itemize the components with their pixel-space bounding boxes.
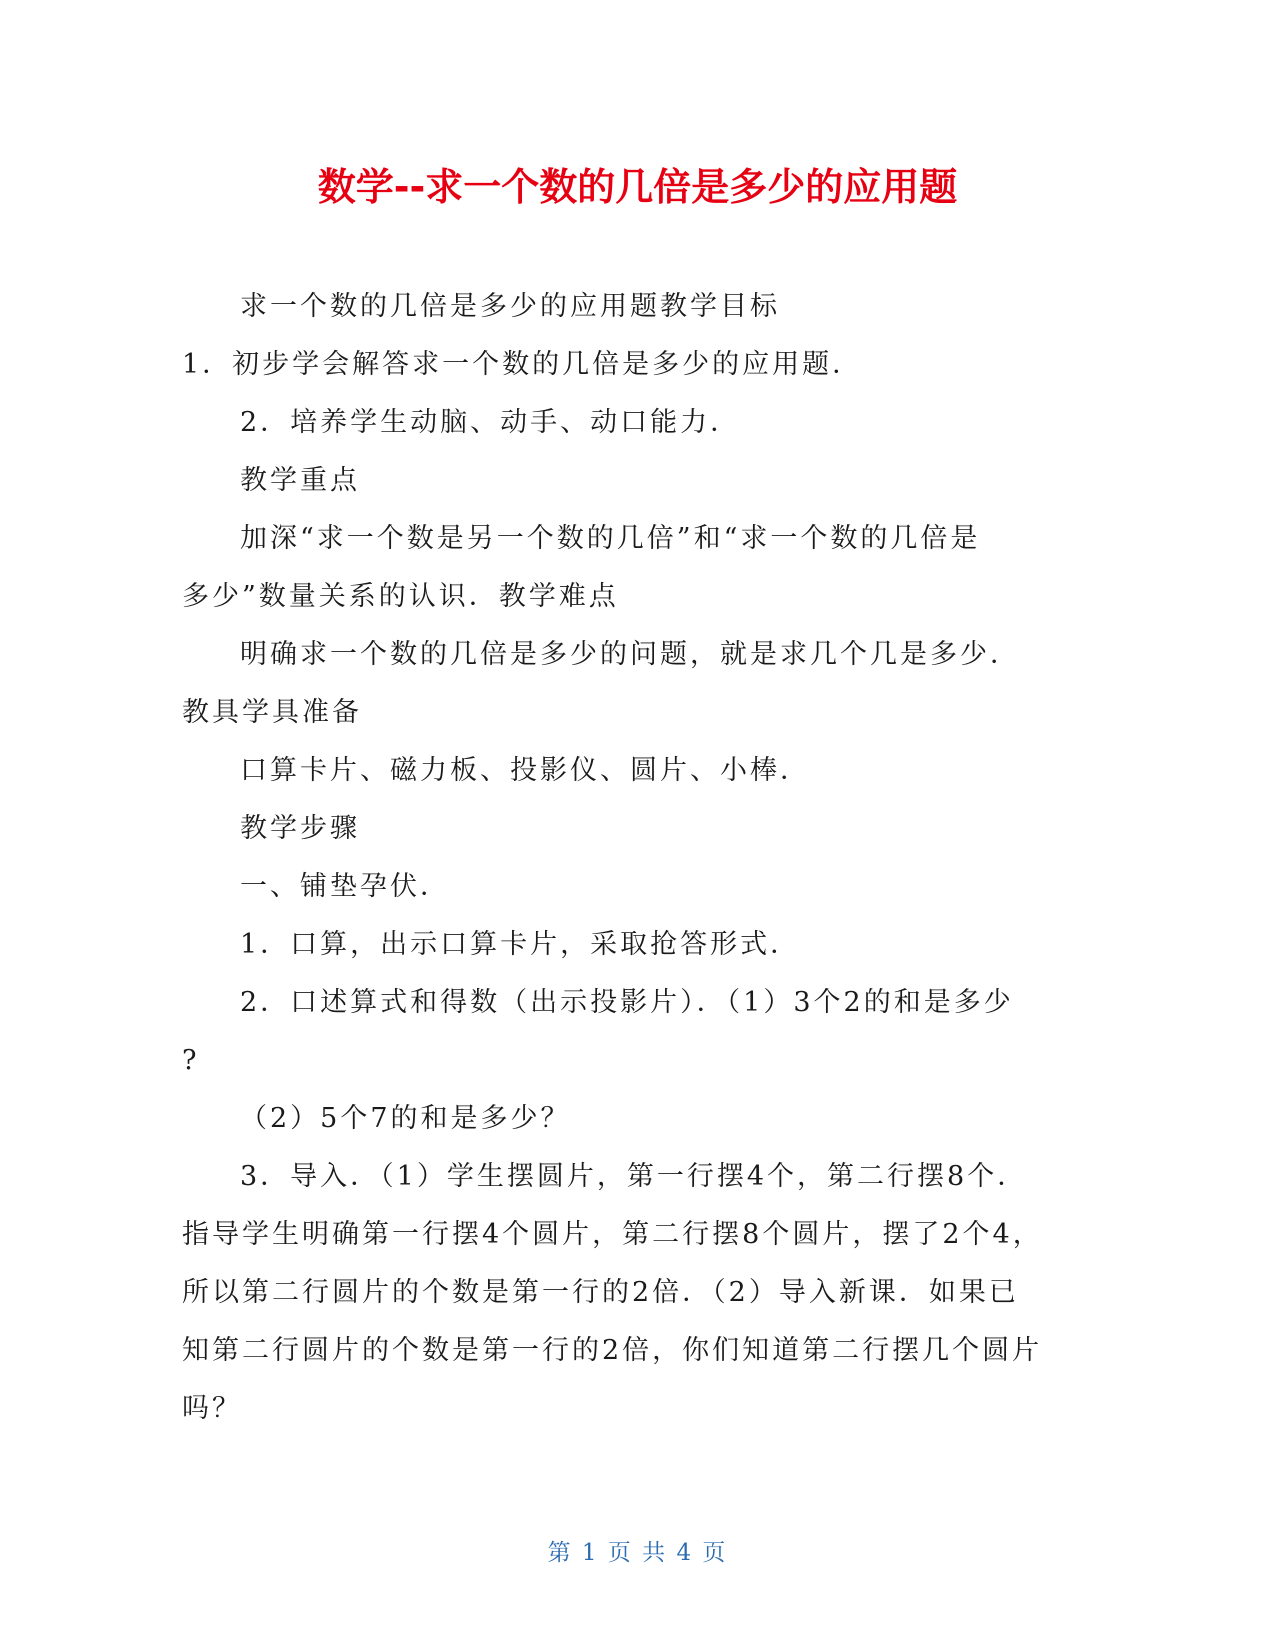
section-heading: 教学重点 bbox=[240, 465, 360, 496]
paragraph-line: 口算卡片、磁力板、投影仪、圆片、小棒． bbox=[240, 755, 810, 786]
paragraph-line: 2．口述算式和得数（出示投影片）．（1）3个2的和是多少 bbox=[240, 987, 1014, 1018]
paragraph-line: 知第二行圆片的个数是第一行的2倍，你们知道第二行摆几个圆片 bbox=[182, 1335, 1043, 1366]
paragraph-line: （2）5个7的和是多少？ bbox=[240, 1103, 571, 1134]
document-title: 数学--求一个数的几倍是多少的应用题 bbox=[317, 165, 958, 209]
paragraph-line: ? bbox=[182, 1045, 200, 1076]
paragraph-line: 吗？ bbox=[182, 1393, 242, 1424]
paragraph-line: 明确求一个数的几倍是多少的问题，就是求几个几是多少． bbox=[240, 639, 1020, 670]
paragraph-line: 3．导入．（1）学生摆圆片，第一行摆4个，第二行摆8个． bbox=[240, 1161, 1028, 1192]
paragraph-line: 2．培养学生动脑、动手、动口能力． bbox=[240, 407, 741, 438]
paragraph-line: 多少”数量关系的认识．教学难点 bbox=[182, 581, 619, 612]
paragraph-line: 一、铺垫孕伏． bbox=[240, 871, 450, 902]
paragraph-line: 所以第二行圆片的个数是第一行的2倍．（2）导入新课．如果已 bbox=[182, 1277, 1019, 1308]
paragraph-line: 1．口算，出示口算卡片，采取抢答形式． bbox=[240, 929, 801, 960]
section-heading: 教学步骤 bbox=[240, 813, 360, 844]
page-number-footer: 第 1 页 共 4 页 bbox=[547, 1540, 728, 1566]
paragraph-line: 求一个数的几倍是多少的应用题教学目标 bbox=[240, 291, 780, 322]
paragraph-line: 加深“求一个数是另一个数的几倍”和“求一个数的几倍是 bbox=[240, 523, 981, 554]
paragraph-line: 指导学生明确第一行摆4个圆片，第二行摆8个圆片，摆了2个4， bbox=[182, 1219, 1043, 1250]
paragraph-line: 1．初步学会解答求一个数的几倍是多少的应用题． bbox=[182, 349, 863, 380]
section-heading: 教具学具准备 bbox=[182, 697, 362, 728]
